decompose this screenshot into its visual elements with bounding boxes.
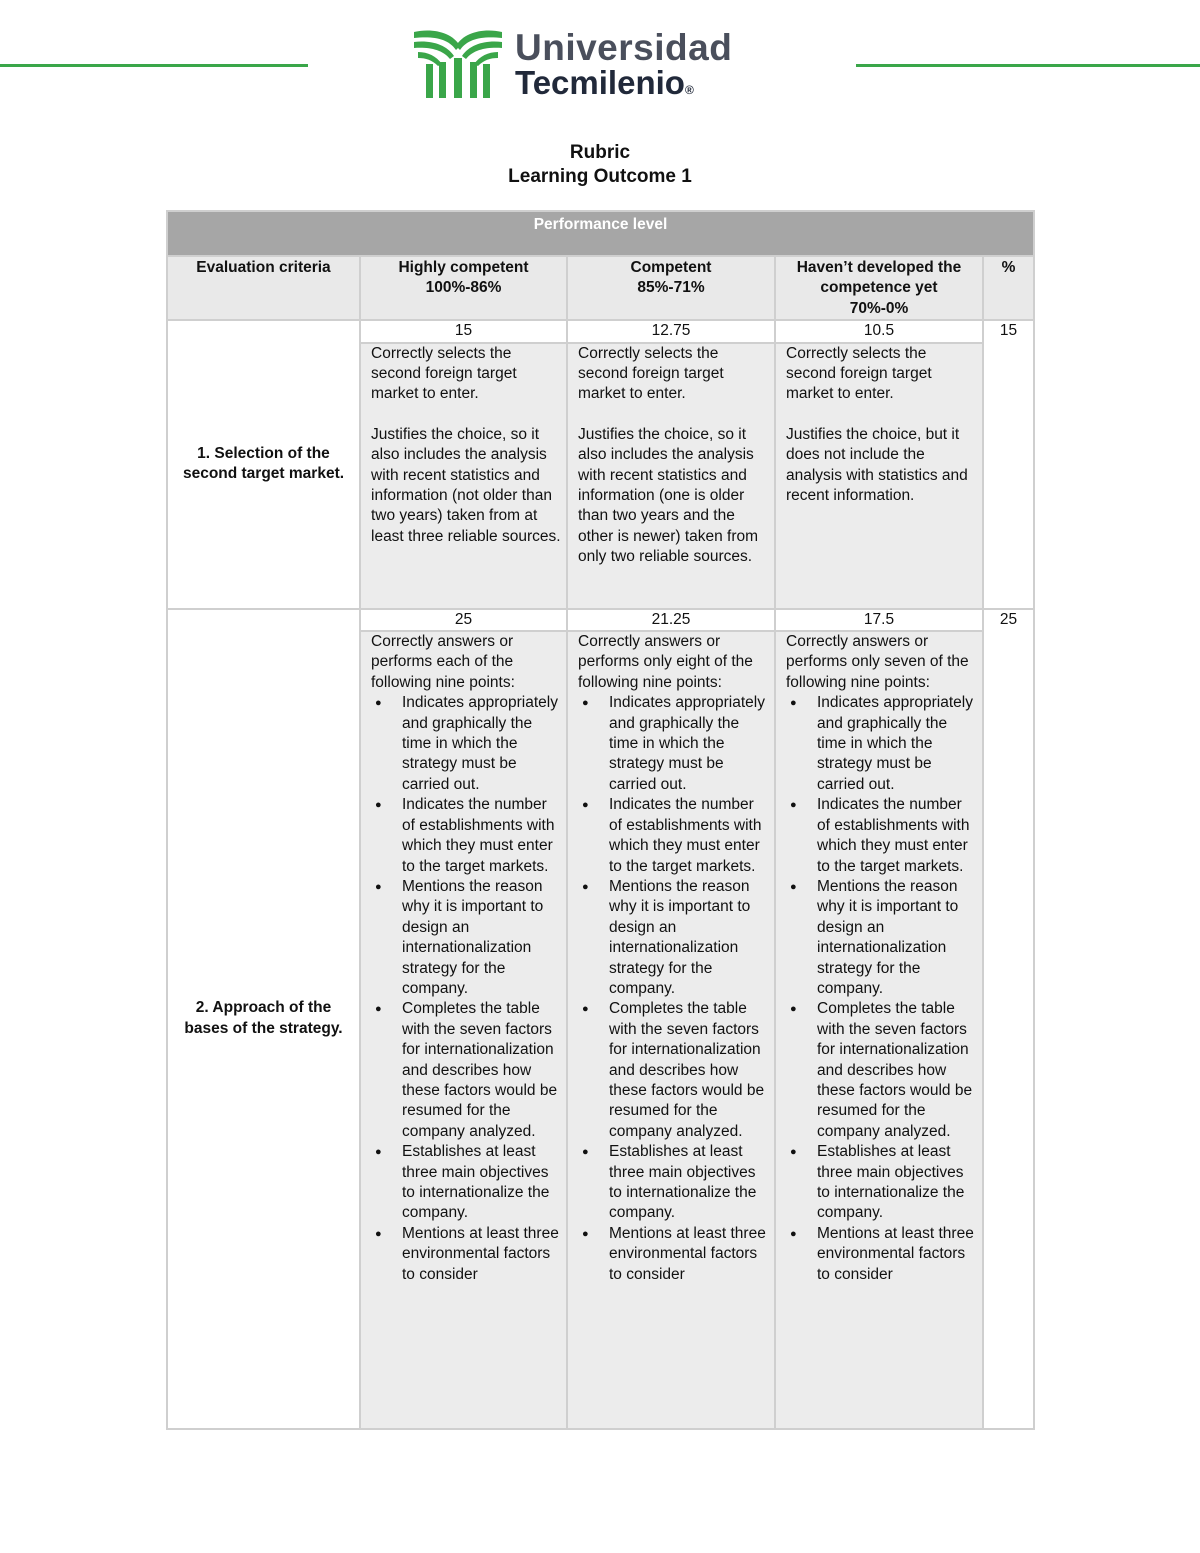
- criterion-cell: 2. Approach of the bases of the strategy.: [167, 609, 360, 1429]
- column-header-range: 100%-86%: [425, 279, 502, 297]
- description-cell: [360, 631, 567, 1429]
- column-header-highly-competent: [360, 256, 567, 320]
- criteria-bullet-list: [786, 693, 978, 1285]
- list-item: ● Mentions the reason why it is important to design an internationalization strategy for the company.: [402, 877, 562, 999]
- header-rule-right: [856, 64, 1200, 67]
- logo-word-universidad: Universidad: [515, 27, 733, 68]
- table-group-header-row: [167, 211, 1034, 256]
- list-item: ● Completes the table with the seven factors for internationalization and describes how these factors would be resumed for the company analyzed.: [817, 999, 978, 1142]
- list-item: ● Completes the table with the seven factors for internationalization and describes how these factors would be resumed for the company analyzed.: [402, 999, 562, 1142]
- list-item: ● Completes the table with the seven factors for internationalization and describes how these factors would be resumed for the company analyzed.: [609, 999, 770, 1142]
- percent-cell: 25: [983, 609, 1034, 1429]
- description-intro: Correctly answers or performs only eight of the following nine points:: [578, 633, 753, 691]
- column-header-range: 85%-71%: [637, 279, 705, 297]
- description-cell: [360, 343, 567, 609]
- rubric-table: [166, 210, 1035, 1430]
- column-header-label: Competent: [630, 259, 712, 276]
- table-row-scores: [167, 320, 1034, 342]
- criteria-bullet-list: [578, 693, 770, 1285]
- list-item: ● Mentions the reason why it is important to design an internationalization strategy for the company.: [817, 877, 978, 999]
- list-item: ● Mentions the reason why it is important to design an internationalization strategy for the company.: [609, 877, 770, 999]
- column-header-competent: [567, 256, 775, 320]
- logo-mark-icon: [412, 28, 504, 100]
- column-header-label: Haven’t developed the competence yet: [796, 259, 962, 297]
- description-intro: Correctly answers or performs each of the following nine points:: [371, 633, 515, 691]
- description-paragraph: Justifies the choice, so it also includes the analysis with recent statistics and information (one is older than two years and the other is newer) taken from only two reliable sources.: [578, 425, 759, 566]
- description-paragraph: Justifies the choice, so it also includes the analysis with recent statistics and information (not older than two years) taken from at least three reliable sources.: [371, 425, 561, 545]
- description-cell: [775, 343, 983, 609]
- column-header-label: Highly competent: [398, 259, 529, 276]
- description-cell: [567, 631, 775, 1429]
- list-item: ● Mentions at least three environmental factors to consider: [402, 1224, 562, 1285]
- score-cell: 12.75: [567, 320, 775, 342]
- table-row-scores: [167, 609, 1034, 631]
- logo-word-tecmilenio: [515, 64, 694, 109]
- list-item: ● Mentions at least three environmental factors to consider: [817, 1224, 978, 1285]
- score-cell: 15: [360, 320, 567, 342]
- list-item: ● Establishes at least three main objectives to internationalize the company.: [402, 1142, 562, 1224]
- page-subtitle: Learning Outcome 1: [508, 166, 692, 187]
- list-item: ● Indicates the number of establishments with which they must enter to the target markets.: [817, 795, 978, 877]
- column-header-not-developed: [775, 256, 983, 320]
- list-item: ● Establishes at least three main objectives to internationalize the company.: [817, 1142, 978, 1224]
- list-item: ● Indicates the number of establishments with which they must enter to the target markets.: [402, 795, 562, 877]
- list-item: ● Mentions at least three environmental factors to consider: [609, 1224, 770, 1285]
- description-paragraph: Correctly selects the second foreign target market to enter.: [786, 344, 932, 403]
- performance-level-header: Performance level: [167, 211, 1034, 256]
- page-title: Rubric: [569, 142, 631, 163]
- registered-mark: ®: [684, 83, 694, 97]
- column-header-percent: %: [983, 256, 1034, 320]
- description-cell: [775, 631, 983, 1429]
- score-cell: 21.25: [567, 609, 775, 631]
- description-paragraph: Correctly selects the second foreign target market to enter.: [371, 344, 517, 403]
- table-column-header-row: [167, 256, 1034, 320]
- description-paragraph: Correctly selects the second foreign target market to enter.: [578, 344, 724, 403]
- list-item: ● Indicates appropriately and graphically the time in which the strategy must be carried out.: [402, 693, 562, 795]
- description-paragraph: Justifies the choice, but it does not include the analysis with statistics and recent information.: [786, 425, 968, 505]
- list-item: ● Indicates appropriately and graphically the time in which the strategy must be carried out.: [609, 693, 770, 795]
- column-header-range: 70%-0%: [849, 299, 909, 317]
- column-header-criteria: Evaluation criteria: [167, 256, 360, 320]
- percent-cell: 15: [983, 320, 1034, 608]
- criteria-bullet-list: [371, 693, 562, 1285]
- list-item: ● Indicates appropriately and graphically the time in which the strategy must be carried out.: [817, 693, 978, 795]
- description-cell: [567, 343, 775, 609]
- logo-word-tecmilenio-text: Tecmilenio: [515, 64, 685, 101]
- criterion-cell: 1. Selection of the second target market.: [167, 320, 360, 608]
- list-item: ● Establishes at least three main objectives to internationalize the company.: [609, 1142, 770, 1224]
- description-intro: Correctly answers or performs only seven of the following nine points:: [786, 633, 969, 691]
- list-item: ● Indicates the number of establishments with which they must enter to the target markets.: [609, 795, 770, 877]
- header-rule-left: [0, 64, 308, 67]
- university-logo: [412, 28, 752, 102]
- score-cell: 25: [360, 609, 567, 631]
- score-cell: 17.5: [775, 609, 983, 631]
- score-cell: 10.5: [775, 320, 983, 342]
